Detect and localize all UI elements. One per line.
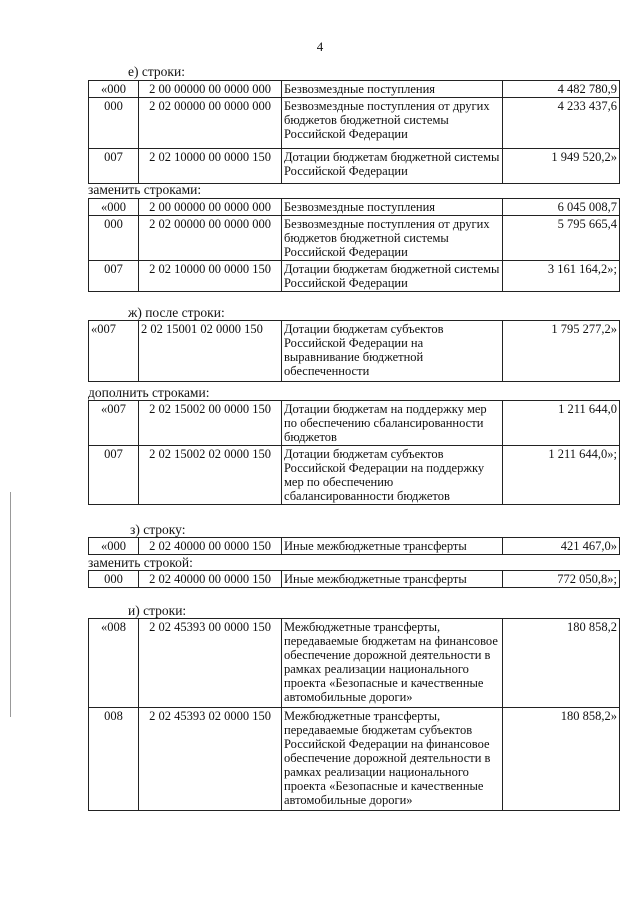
cell-budget-code: 2 02 10000 00 0000 150	[139, 149, 282, 184]
cell-amount: 1 949 520,2»	[503, 149, 620, 184]
cell-budget-code: 2 00 00000 00 0000 000	[139, 81, 282, 98]
table-row	[89, 571, 620, 588]
table-row	[89, 401, 620, 446]
cell-code-admin: «007	[89, 401, 139, 446]
cell-budget-code: 2 00 00000 00 0000 000	[139, 199, 282, 216]
cell-budget-code: 2 02 15001 02 0000 150	[139, 321, 282, 382]
cell-code-admin: 000	[89, 571, 139, 588]
page-number: 4	[316, 39, 324, 54]
table-row	[89, 216, 620, 261]
cell-budget-code: 2 02 45393 02 0000 150	[139, 708, 282, 811]
cell-amount: 4 233 437,6	[503, 98, 620, 149]
cell-budget-code: 2 02 40000 00 0000 150	[139, 538, 282, 555]
section-heading-i: и) строки:	[128, 603, 187, 618]
cell-code-admin: 000	[89, 216, 139, 261]
table-row	[89, 708, 620, 811]
cell-amount: 3 161 164,2»;	[503, 261, 620, 292]
table-i	[88, 618, 620, 811]
cell-code-admin: «000	[89, 81, 139, 98]
cell-budget-code: 2 02 10000 00 0000 150	[139, 261, 282, 292]
cell-description: Безвозмездные поступления от других бюджетов бюджетной системы Российской Федерации	[282, 216, 503, 261]
table-zh-add	[88, 400, 620, 505]
table-z	[88, 537, 620, 555]
cell-budget-code: 2 02 15002 02 0000 150	[139, 446, 282, 505]
cell-description: Безвозмездные поступления	[282, 81, 503, 98]
cell-description: Дотации бюджетам субъектов Российской Федерации на поддержку мер по обеспечению сбалансированности бюджетов	[282, 446, 503, 505]
cell-code-admin: 007	[89, 261, 139, 292]
cell-amount: 180 858,2»	[503, 708, 620, 811]
cell-amount: 6 045 008,7	[503, 199, 620, 216]
cell-code-admin: 008	[89, 708, 139, 811]
cell-budget-code: 2 02 00000 00 0000 000	[139, 216, 282, 261]
cell-description: Межбюджетные трансферты, передаваемые бюджетам на финансовое обеспечение дорожной деятельности в рамках реализации национального проекта «Безопасные и качественные автомобильные дороги»	[282, 619, 503, 708]
cell-description: Дотации бюджетам на поддержку мер по обеспечению сбалансированности бюджетов	[282, 401, 503, 446]
cell-description: Безвозмездные поступления от других бюджетов бюджетной системы Российской Федерации	[282, 98, 503, 149]
section-heading-z: з) строку:	[130, 522, 186, 537]
cell-code-admin: «000	[89, 538, 139, 555]
section-heading-zh: ж) после строки:	[128, 305, 225, 320]
cell-budget-code: 2 02 15002 00 0000 150	[139, 401, 282, 446]
table-row	[89, 199, 620, 216]
cell-amount: 1 211 644,0	[503, 401, 620, 446]
cell-code-admin: 007	[89, 446, 139, 505]
cell-description: Дотации бюджетам бюджетной системы Российской Федерации	[282, 149, 503, 184]
table-row	[89, 98, 620, 149]
cell-budget-code: 2 02 40000 00 0000 150	[139, 571, 282, 588]
cell-amount: 421 467,0»	[503, 538, 620, 555]
table-row	[89, 619, 620, 708]
table-row	[89, 261, 620, 292]
cell-amount: 4 482 780,9	[503, 81, 620, 98]
cell-description: Межбюджетные трансферты, передаваемые бюджетам субъектов Российской Федерации на финансовое обеспечение дорожной деятельности в рамках реализации национального проекта «Безопасные и качественные автомобильные дороги»	[282, 708, 503, 811]
cell-amount: 1 795 277,2»	[503, 321, 620, 382]
cell-description: Иные межбюджетные трансферты	[282, 571, 503, 588]
cell-description: Иные межбюджетные трансферты	[282, 538, 503, 555]
table-row	[89, 321, 620, 382]
table-row	[89, 81, 620, 98]
cell-amount: 180 858,2	[503, 619, 620, 708]
cell-code-admin: 007	[89, 149, 139, 184]
cell-description: Безвозмездные поступления	[282, 199, 503, 216]
cell-description: Дотации бюджетам субъектов Российской Федерации на выравнивание бюджетной обеспеченности	[282, 321, 503, 382]
cell-description: Дотации бюджетам бюджетной системы Российской Федерации	[282, 261, 503, 292]
table-row	[89, 538, 620, 555]
cell-code-admin: «007	[89, 321, 139, 382]
table-zh	[88, 320, 620, 382]
section-heading-add-rows: дополнить строками:	[88, 385, 210, 400]
section-heading-e: е) строки:	[128, 64, 185, 79]
table-row	[89, 149, 620, 184]
section-heading-replace-rows: заменить строками:	[88, 182, 202, 197]
cell-amount: 772 050,8»;	[503, 571, 620, 588]
table-row	[89, 446, 620, 505]
table-e-replace	[88, 198, 620, 292]
cell-code-admin: «000	[89, 199, 139, 216]
cell-code-admin: «008	[89, 619, 139, 708]
table-z-replace	[88, 570, 620, 588]
cell-budget-code: 2 02 45393 00 0000 150	[139, 619, 282, 708]
cell-amount: 5 795 665,4	[503, 216, 620, 261]
scan-margin-line	[10, 492, 11, 717]
cell-budget-code: 2 02 00000 00 0000 000	[139, 98, 282, 149]
table-e	[88, 80, 620, 184]
cell-code-admin: 000	[89, 98, 139, 149]
cell-amount: 1 211 644,0»;	[503, 446, 620, 505]
section-heading-replace-row: заменить строкой:	[88, 555, 193, 570]
